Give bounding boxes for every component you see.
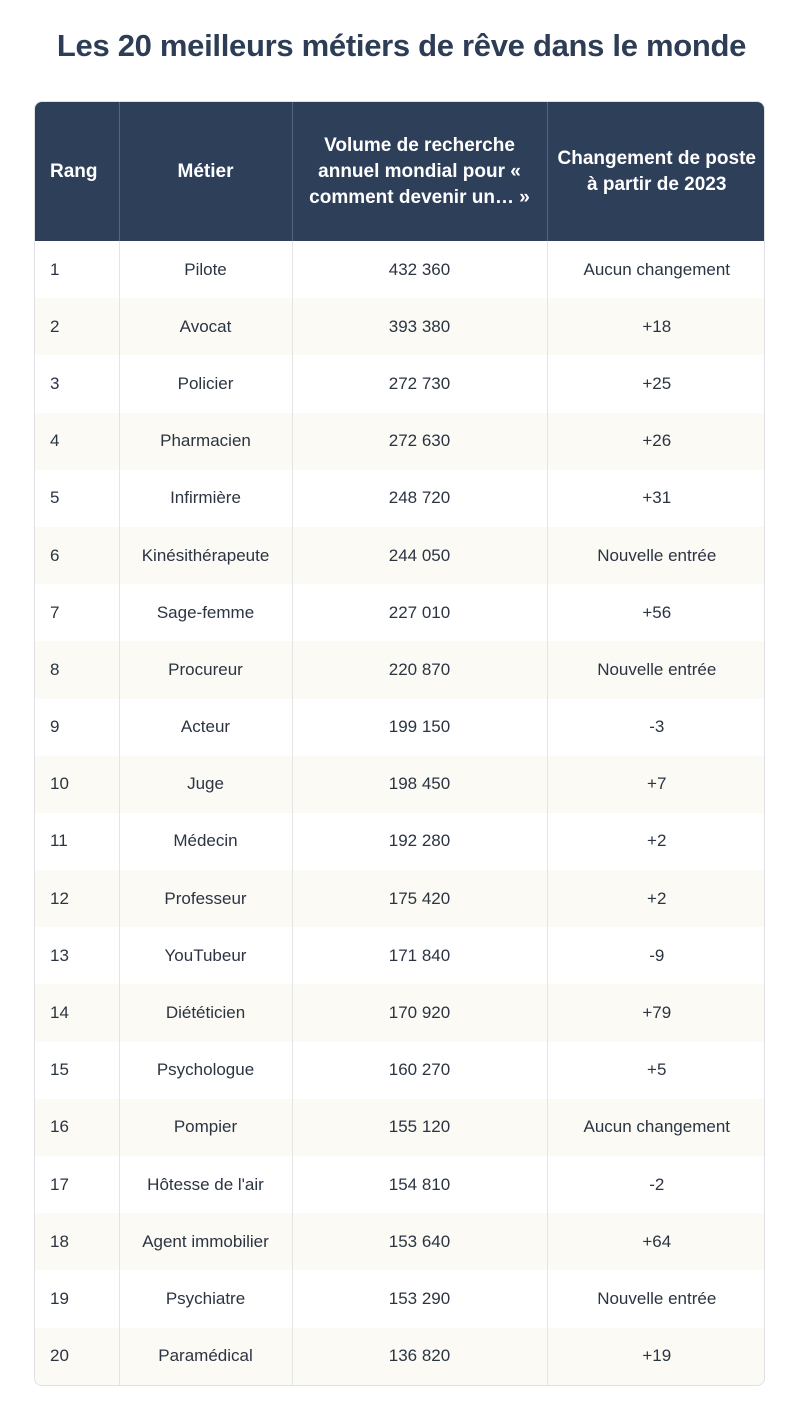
- table-row: [35, 1099, 765, 1156]
- cell-change: Nouvelle entrée: [597, 1288, 717, 1308]
- cell-job: Juge: [119, 756, 292, 813]
- cell-change: +26: [547, 413, 765, 470]
- cell-change: +31: [642, 488, 672, 508]
- cell-volume: 175 420: [292, 870, 547, 927]
- cell-rank: 15: [35, 1042, 119, 1099]
- cell-job: Sage-femme: [119, 584, 292, 641]
- cell-rank: 10: [35, 756, 119, 813]
- cell-rank: 3: [35, 355, 119, 412]
- cell-change: -2: [649, 1174, 665, 1194]
- header-row: [35, 102, 765, 241]
- cell-volume: 248 720: [292, 470, 547, 527]
- cell-rank: 6: [35, 527, 119, 584]
- table-row: [35, 756, 765, 813]
- cell-rank: 2: [35, 298, 119, 355]
- cell-change: -9: [649, 945, 665, 965]
- cell-job: Policier: [119, 355, 292, 412]
- cell-job: Infirmière: [119, 470, 292, 527]
- table-row: [35, 1270, 765, 1327]
- table-row: [35, 984, 765, 1041]
- header-job: Métier: [119, 102, 292, 241]
- cell-rank: 7: [35, 584, 119, 641]
- cell-volume: 198 450: [292, 756, 547, 813]
- table-row: [35, 927, 765, 984]
- cell-change: +19: [547, 1328, 765, 1385]
- cell-rank: 17: [35, 1156, 119, 1213]
- cell-volume: 155 120: [292, 1099, 547, 1156]
- cell-job: Médecin: [119, 813, 292, 870]
- cell-volume: 432 360: [292, 241, 547, 298]
- table-row: [35, 1213, 765, 1270]
- cell-change: -3: [649, 717, 665, 737]
- cell-rank: 9: [35, 699, 119, 756]
- cell-change: Aucun changement: [583, 259, 730, 279]
- cell-change: +2: [647, 831, 667, 851]
- cell-volume: 272 730: [292, 355, 547, 412]
- cell-rank: 13: [35, 927, 119, 984]
- cell-rank: 20: [35, 1328, 119, 1385]
- cell-volume: 220 870: [292, 641, 547, 698]
- cell-rank: 14: [35, 984, 119, 1041]
- table-row: [35, 1042, 765, 1099]
- table-row: [35, 527, 765, 584]
- table-row: [35, 813, 765, 870]
- ranking-table-container: [34, 101, 765, 1386]
- cell-change: +5: [647, 1060, 667, 1080]
- table-row: [35, 1156, 765, 1213]
- cell-volume: 244 050: [292, 527, 547, 584]
- cell-job: Procureur: [119, 641, 292, 698]
- cell-volume: 199 150: [292, 699, 547, 756]
- header-change: Changement de poste à partir de 2023: [547, 102, 765, 241]
- ranking-table: [35, 102, 765, 1385]
- table-row: [35, 470, 765, 527]
- table-row: [35, 241, 765, 298]
- cell-change: Nouvelle entrée: [547, 527, 765, 584]
- cell-job: Agent immobilier: [119, 1213, 292, 1270]
- cell-volume: 154 810: [292, 1156, 547, 1213]
- cell-rank: 19: [35, 1270, 119, 1327]
- cell-rank: 5: [35, 470, 119, 527]
- cell-volume: 136 820: [292, 1328, 547, 1385]
- table-row: [35, 413, 765, 470]
- table-row: [35, 355, 765, 412]
- cell-volume: 171 840: [292, 927, 547, 984]
- cell-job: Hôtesse de l'air: [119, 1156, 292, 1213]
- cell-volume: 153 640: [292, 1213, 547, 1270]
- cell-volume: 272 630: [292, 413, 547, 470]
- cell-rank: 4: [35, 413, 119, 470]
- cell-job: Kinésithérapeute: [119, 527, 292, 584]
- cell-volume: 170 920: [292, 984, 547, 1041]
- cell-change: +2: [547, 870, 765, 927]
- cell-change: +64: [547, 1213, 765, 1270]
- cell-change: +79: [547, 984, 765, 1041]
- cell-rank: 11: [35, 813, 119, 870]
- table-row: [35, 699, 765, 756]
- cell-rank: 12: [35, 870, 119, 927]
- cell-volume: 227 010: [292, 584, 547, 641]
- table-row: [35, 584, 765, 641]
- header-volume: Volume de recherche annuel mondial pour « comment devenir un… »: [292, 102, 547, 241]
- cell-job: Paramédical: [119, 1328, 292, 1385]
- table-header: [35, 102, 765, 241]
- cell-job: Pilote: [119, 241, 292, 298]
- cell-volume: 192 280: [292, 813, 547, 870]
- cell-job: Acteur: [119, 699, 292, 756]
- cell-rank: 16: [35, 1099, 119, 1156]
- page-title: Les 20 meilleurs métiers de rêve dans le monde: [56, 28, 747, 63]
- cell-job: Avocat: [119, 298, 292, 355]
- cell-job: Pharmacien: [119, 413, 292, 470]
- cell-change: +7: [547, 756, 765, 813]
- cell-change: +56: [642, 602, 672, 622]
- cell-volume: 393 380: [292, 298, 547, 355]
- cell-job: Professeur: [119, 870, 292, 927]
- table-row: [35, 870, 765, 927]
- cell-change: Aucun changement: [547, 1099, 765, 1156]
- table-row: [35, 1328, 765, 1385]
- cell-job: Pompier: [119, 1099, 292, 1156]
- cell-volume: 153 290: [292, 1270, 547, 1327]
- table-body: [35, 241, 765, 1385]
- cell-rank: 1: [35, 241, 119, 298]
- cell-job: Diététicien: [119, 984, 292, 1041]
- cell-change: +25: [642, 373, 672, 393]
- cell-change: Nouvelle entrée: [547, 641, 765, 698]
- cell-volume: 160 270: [292, 1042, 547, 1099]
- header-rank: Rang: [35, 102, 119, 241]
- cell-rank: 18: [35, 1213, 119, 1270]
- table-row: [35, 298, 765, 355]
- cell-job: Psychologue: [119, 1042, 292, 1099]
- cell-rank: 8: [35, 641, 119, 698]
- table-row: [35, 641, 765, 698]
- cell-change: +18: [547, 298, 765, 355]
- cell-job: Psychiatre: [119, 1270, 292, 1327]
- cell-job: YouTubeur: [119, 927, 292, 984]
